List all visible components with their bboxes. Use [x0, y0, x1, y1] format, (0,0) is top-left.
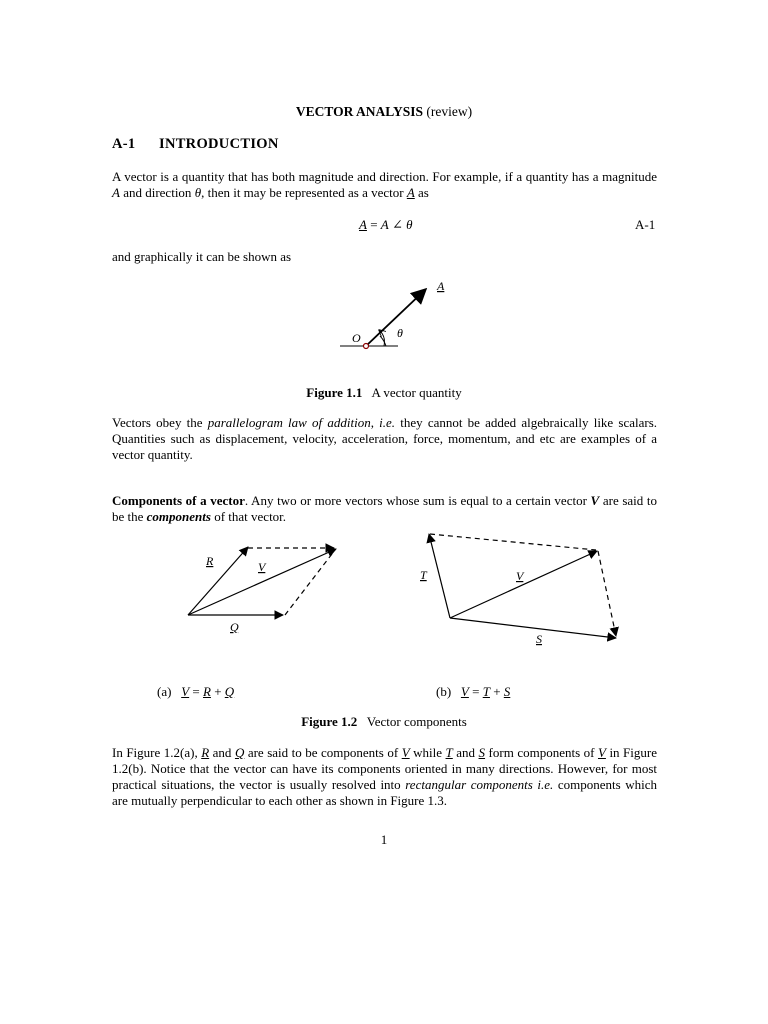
vector-a-arrow	[366, 289, 426, 346]
vector-r-arrow	[188, 547, 248, 615]
equation-body: A = A ∠ θ	[359, 217, 413, 232]
label-theta: θ	[397, 326, 403, 340]
page-number: 1	[380, 832, 388, 847]
label-v-a: V	[258, 560, 266, 574]
figure-1-2b-caption: (b) V = T + S	[436, 684, 511, 699]
figure-1-2-caption: Figure 1.2 Vector components	[301, 714, 467, 729]
label-s: S	[536, 632, 542, 646]
components-paragraph: Components of a vector. Any two or more vectors whose sum is equal to a certain vector V are said to be the components of that vector.	[112, 493, 658, 524]
angle-arc-inner	[380, 336, 386, 346]
label-o: O	[352, 331, 361, 345]
graph-intro-line: and graphically it can be shown as	[112, 249, 292, 264]
dashed-top-line	[430, 534, 596, 550]
section-name: INTRODUCTION	[159, 136, 279, 152]
figure-1-1-diagram	[330, 270, 470, 360]
figure-1-2a-diagram	[170, 535, 360, 645]
dashed-right-arrow	[598, 551, 616, 636]
origin-point	[364, 344, 369, 349]
equation-number: A-1	[635, 217, 656, 232]
parallelogram-paragraph: Vectors obey the parallelogram law of addition, i.e. they cannot be added algebraically like scalars. Quantities such as displacement, velocity, acceleration, force, momentum, and etc are examples of a vector quantity.	[112, 415, 658, 462]
label-r: R	[206, 554, 214, 568]
label-a: A	[437, 279, 445, 293]
label-t: T	[420, 568, 427, 582]
vector-t-arrow	[429, 534, 450, 618]
dashed-right-line	[285, 550, 335, 615]
components-explanation-paragraph: In Figure 1.2(a), R and Q are said to be components of V while T and S form components of V in Figure 1.2(b). Notice that the vector can have its components oriented in many directions. However, for most practical situations, the vector is usually resolved into rectangular components i.e. components which are mutually perpendicular to each other as shown in Figure 1.3.	[112, 745, 657, 808]
figure-1-2b-diagram	[410, 525, 630, 655]
figure-1-2a-caption: (a) V = R + Q	[157, 684, 235, 699]
section-number: A-1	[112, 136, 136, 152]
vector-s-arrow	[450, 618, 616, 638]
document-title: VECTOR ANALYSIS (review)	[295, 104, 473, 119]
intro-paragraph: A vector is a quantity that has both magnitude and direction. For example, if a quantity has a magnitude A and direction θ, then it may be represented as a vector A as	[112, 169, 657, 200]
section-heading	[112, 136, 279, 152]
label-q: Q	[230, 620, 239, 634]
vector-v-arrow	[450, 551, 597, 618]
figure-1-1-caption: Figure 1.1 A vector quantity	[306, 385, 462, 400]
label-v-b: V	[516, 569, 524, 583]
